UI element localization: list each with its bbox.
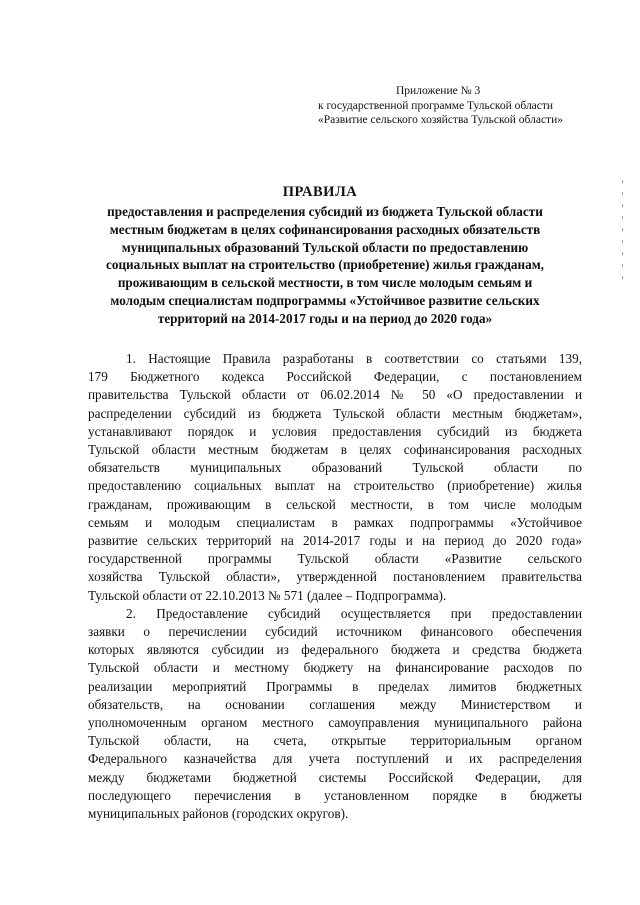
paragraph-line: муниципальных районов (городских округов).: [88, 806, 349, 822]
paragraph-line: предоставлению социальных выплат на строительство (приобретение) жилья: [88, 478, 582, 494]
appendix-program-ref: к государственной программе Тульской области: [318, 99, 554, 112]
paragraph-line: Тульской области и местному бюджету на финансирование расходов по: [88, 660, 582, 676]
appendix-program-name: «Развитие сельского хозяйства Тульской области»: [318, 114, 563, 126]
subtitle-line: молодым специалистам подпрограммы «Устойчивое развитие сельских: [110, 292, 540, 308]
paragraph-line: обязательств муниципальных образований Тульской области по: [88, 460, 582, 476]
subtitle-line: муниципальных образований Тульской области по предоставлению: [121, 239, 529, 255]
paragraph-line: Тульской области от 22.10.2013 № 571 (далее – Подпрограмма).: [88, 587, 447, 603]
paragraph-line: между бюджетами бюджетной системы Российской Федерации, для: [88, 769, 582, 785]
paragraph-line: развитие сельских территорий на 2014-2017 годы и на период до 2020 года»: [88, 533, 582, 549]
paragraph-line: Федерального казначейства для учета поступлений и их распределения: [88, 751, 582, 767]
paragraph-line: уполномоченным органом местного самоуправления муниципального района: [88, 715, 582, 731]
paragraph-line: Тульской области, на счета, открытые территориальным органом: [88, 733, 582, 749]
paragraph-line: обязательств, на основании соглашения между Министерством и: [88, 696, 582, 712]
paragraph-line: 2. Предоставление субсидий осуществляется при предоставлении: [126, 605, 582, 621]
subtitle-line: социальных выплат на строительство (приобретение) жилья гражданам,: [106, 257, 544, 273]
paragraph-line: последующего перечисления в установленном порядке в бюджеты: [88, 787, 582, 803]
document-body: [88, 350, 582, 823]
paragraph-line: реализации мероприятий Программы в пределах лимитов бюджетных: [88, 678, 582, 694]
document-subtitle: [75, 203, 575, 328]
paragraph-line: 179 Бюджетного кодекса Российской Федерации, с постановлением: [88, 369, 582, 385]
appendix-header: [318, 84, 618, 128]
paragraph-line: распределении субсидий из бюджета Тульской области местным бюджетам»,: [88, 405, 582, 421]
document-title: ПРАВИЛА: [282, 184, 358, 200]
paragraph-line: хозяйства Тульской области», утвержденной постановлением правительства: [88, 569, 582, 585]
paragraph-line: заявки о перечислении субсидий источником финансового обеспечения: [88, 624, 582, 640]
paragraph-1: [88, 350, 582, 605]
paragraph-line: семьям и молодым специалистам в рамках подпрограммы «Устойчивое: [88, 514, 582, 530]
subtitle-line: проживающим в сельской местности, в том числе молодым семьям и: [117, 275, 533, 291]
paragraph-line: правительства Тульской области от 06.02.2014 № 50 «О предоставлении и: [88, 387, 582, 403]
paragraph-line: государственной программы Тульской области «Развитие сельского: [88, 551, 582, 567]
subtitle-line: территорий на 2014-2017 годы и на период до 2020 года»: [157, 310, 493, 326]
subtitle-line: предоставления и распределения субсидий из бюджета Тульской области: [107, 204, 543, 219]
appendix-number: Приложение № 3: [396, 85, 481, 97]
paragraph-line: которых являются субсидии из федерального бюджета и средства бюджета: [88, 642, 582, 658]
subtitle-line: местным бюджетам в целях софинансирования расходных обязательств: [109, 221, 541, 237]
paragraph-2: [88, 605, 582, 823]
paragraph-line: устанавливают порядок и условия предоставления субсидий из бюджета: [88, 423, 582, 439]
paragraph-line: Тульской области местным бюджетам в целях софинансирования расходных: [88, 442, 582, 458]
paragraph-line: 1. Настоящие Правила разработаны в соответствии со статьями 139,: [126, 351, 582, 366]
paragraph-line: гражданам, проживающим в сельской местности, в том числе молодым: [88, 496, 582, 512]
